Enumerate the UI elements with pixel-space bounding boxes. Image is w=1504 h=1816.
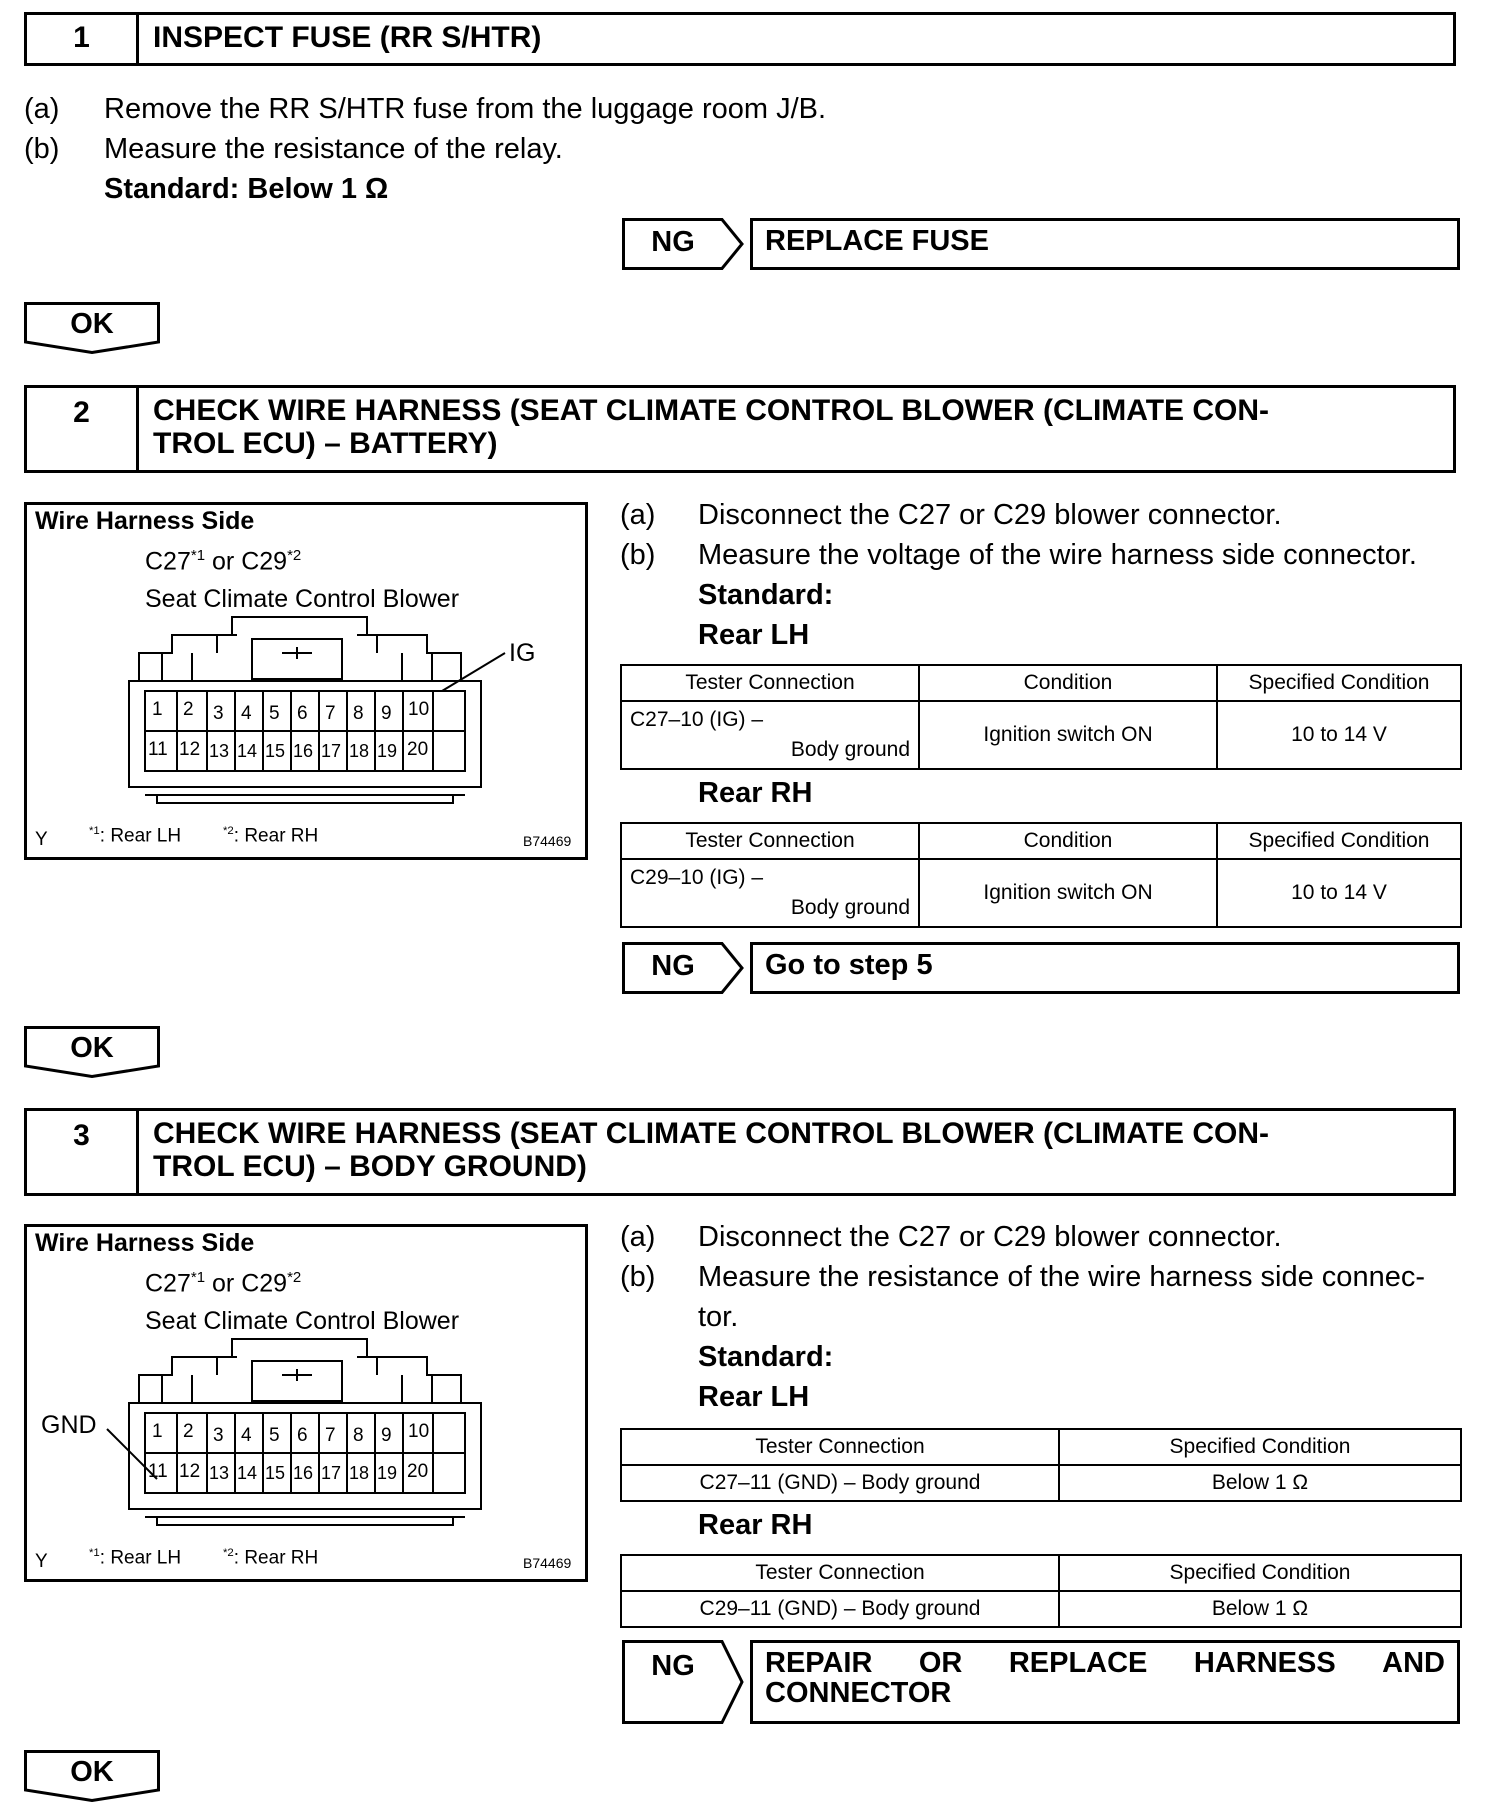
step-title-line: CHECK WIRE HARNESS (SEAT CLIMATE CONTROL BLOWER (CLIMATE CON- [153, 1117, 1270, 1150]
connector-or: or [205, 547, 242, 576]
standard-label: Standard: [698, 579, 834, 611]
table-cell [621, 701, 919, 769]
cell-line: C29–10 (IG) – [630, 866, 764, 889]
table-caption: Rear LH [698, 619, 810, 651]
instruction-text: tor. [698, 1301, 739, 1333]
step-1-header [24, 12, 1456, 66]
pin-number: 1 [152, 699, 163, 720]
pin-number: 9 [381, 1425, 392, 1446]
pin-number: 17 [321, 741, 342, 761]
step-title [153, 394, 1443, 460]
instruction-text: Remove the RR S/HTR fuse from the luggage room J/B. [104, 93, 827, 125]
table-row [621, 1591, 1461, 1627]
pin-number: 18 [349, 1463, 370, 1483]
ng-label: NG [651, 950, 695, 982]
pin-number: 18 [349, 741, 370, 761]
pin-number: 3 [213, 1425, 224, 1446]
pin-number: 11 [148, 1461, 168, 1482]
table-header: Condition [919, 823, 1217, 859]
figure-id: B74469 [523, 1555, 572, 1571]
standard-label: Standard: [698, 1341, 834, 1373]
table-row [621, 701, 1461, 769]
ng-action-word: HARNESS [1193, 1647, 1336, 1679]
pin-number: 8 [353, 1425, 364, 1446]
figure-footer-y: Y [35, 1551, 48, 1572]
ng-label: NG [651, 1650, 695, 1682]
step-title-line: TROL ECU) – BATTERY) [153, 427, 498, 460]
table-header: Tester Connection [621, 1555, 1059, 1591]
pin-number: 10 [408, 1421, 430, 1442]
instruction-label: (a) [620, 1221, 656, 1253]
step-title [153, 1117, 1443, 1183]
instruction-text: Disconnect the C27 or C29 blower connector. [698, 499, 1282, 531]
pin-number: 14 [237, 741, 258, 761]
pin-number: 16 [293, 1463, 314, 1483]
pin-number: 12 [179, 739, 201, 760]
table-caption: Rear RH [698, 1509, 813, 1541]
table-cell: Ignition switch ON [919, 859, 1217, 927]
footnote-text: : Rear LH [99, 825, 182, 847]
connector-drawing [27, 505, 585, 857]
pin-number: 6 [297, 1425, 308, 1446]
ng-action-word: REPLACE [1008, 1647, 1148, 1679]
cell-line: C27–10 (IG) – [630, 708, 764, 731]
pin-number: 2 [183, 1421, 194, 1442]
pin-callout-label: GND [41, 1411, 97, 1439]
pin-number: 20 [407, 739, 429, 760]
pin-number: 10 [408, 699, 430, 720]
pin-number: 13 [209, 741, 230, 761]
cell-line: Body ground [790, 738, 910, 761]
ng-action-word: OR [918, 1647, 963, 1679]
connector-c27: C27 [145, 547, 191, 576]
ng-action-box: REPLACE FUSE [750, 218, 1460, 270]
pin-number: 4 [241, 703, 252, 724]
table-header: Condition [919, 665, 1217, 701]
pin-number: 20 [407, 1461, 429, 1482]
spec-table [620, 822, 1462, 928]
footnote-mark: *1 [190, 1269, 206, 1286]
connector-c29: C29 [241, 547, 288, 576]
footnote-mark: *2 [223, 825, 234, 837]
table-header: Specified Condition [1217, 823, 1461, 859]
footnote-mark: *1 [89, 825, 100, 837]
connector-c27: C27 [145, 1269, 191, 1298]
instruction-label: (b) [620, 539, 656, 571]
pin-number: 14 [237, 1463, 258, 1483]
pin-number: 5 [269, 703, 280, 724]
connector-figure [24, 502, 588, 860]
pin-number: 12 [179, 1461, 201, 1482]
connector-or: or [205, 1269, 242, 1298]
table-cell: C29–11 (GND) – Body ground [621, 1591, 1059, 1627]
pin-number: 5 [269, 1425, 280, 1446]
pin-number: 6 [297, 703, 308, 724]
instruction-text: Disconnect the C27 or C29 blower connector. [698, 1221, 1282, 1253]
ng-action-box: Go to step 5 [750, 942, 1460, 994]
component-label: Seat Climate Control Blower [145, 1307, 460, 1335]
table-caption: Rear RH [698, 777, 813, 809]
spec-table [620, 1554, 1462, 1628]
table-cell [621, 859, 919, 927]
ng-label: NG [651, 226, 695, 258]
figure-title: Wire Harness Side [35, 1229, 255, 1257]
table-cell: 10 to 14 V [1217, 701, 1461, 769]
pin-number: 17 [321, 1463, 342, 1483]
footnote-mark: *1 [89, 1547, 100, 1559]
ok-label: OK [70, 1032, 114, 1064]
connector-drawing [27, 1227, 585, 1579]
step-number: 2 [27, 388, 139, 470]
table-cell: Below 1 Ω [1059, 1465, 1461, 1501]
pin-number: 3 [213, 703, 224, 724]
table-header: Tester Connection [621, 665, 919, 701]
standard-text: Standard: Below 1 Ω [104, 173, 389, 205]
table-cell: 10 to 14 V [1217, 859, 1461, 927]
pin-number: 15 [265, 741, 286, 761]
footnote [223, 825, 318, 847]
table-header: Tester Connection [621, 823, 919, 859]
table-header: Specified Condition [1217, 665, 1461, 701]
pin-callout-label: IG [509, 639, 536, 667]
figure-id: B74469 [523, 833, 572, 849]
pin-number: 16 [293, 741, 314, 761]
pin-number: 9 [381, 703, 392, 724]
pin-number: 1 [152, 1421, 163, 1442]
footnote [89, 1547, 181, 1569]
spec-table [620, 664, 1462, 770]
ng-action-box [750, 1640, 1460, 1724]
table-row [621, 1465, 1461, 1501]
step-3-header [24, 1108, 1456, 1196]
component-label: Seat Climate Control Blower [145, 585, 460, 613]
step-title-line: CHECK WIRE HARNESS (SEAT CLIMATE CONTROL BLOWER (CLIMATE CON- [153, 394, 1270, 427]
figure-footer-y: Y [35, 829, 48, 850]
instruction-text: Measure the resistance of the relay. [104, 133, 563, 165]
pin-number: 2 [183, 699, 194, 720]
footnote [223, 1547, 318, 1569]
pin-number: 7 [325, 1425, 336, 1446]
table-cell: Below 1 Ω [1059, 1591, 1461, 1627]
pin-number: 19 [377, 741, 398, 761]
connector-figure [24, 1224, 588, 1582]
instruction-text: Measure the voltage of the wire harness side connector. [698, 539, 1417, 571]
step-number: 3 [27, 1111, 139, 1193]
footnote-mark: *1 [190, 547, 206, 564]
pin-number: 4 [241, 1425, 252, 1446]
ng-action-word: AND [1382, 1647, 1445, 1679]
instruction-label: (a) [24, 93, 60, 125]
table-header: Tester Connection [621, 1429, 1059, 1465]
step-title: INSPECT FUSE (RR S/HTR) [153, 21, 542, 54]
table-cell: C27–11 (GND) – Body ground [621, 1465, 1059, 1501]
table-caption: Rear LH [698, 1381, 810, 1413]
step-number: 1 [27, 15, 139, 63]
footnote-text: : Rear RH [233, 1547, 319, 1569]
ng-action-word: REPAIR [765, 1647, 873, 1679]
spec-table [620, 1428, 1462, 1502]
pin-number: 8 [353, 703, 364, 724]
pin-number: 11 [148, 739, 168, 760]
step-2-header [24, 385, 1456, 473]
footnote-mark: *2 [287, 1269, 302, 1286]
footnote-mark: *2 [287, 547, 302, 564]
table-header: Specified Condition [1059, 1555, 1461, 1591]
pin-number: 15 [265, 1463, 286, 1483]
footnote-text: : Rear RH [233, 825, 319, 847]
instruction-label: (a) [620, 499, 656, 531]
ng-action-line [765, 1648, 1445, 1678]
instruction-text: Measure the resistance of the wire harness side connec- [698, 1261, 1425, 1293]
footnote-text: : Rear LH [99, 1547, 182, 1569]
table-cell: Ignition switch ON [919, 701, 1217, 769]
footnote [89, 825, 181, 847]
pin-number: 7 [325, 703, 336, 724]
instruction-label: (b) [620, 1261, 656, 1293]
figure-title: Wire Harness Side [35, 507, 255, 535]
ng-action-line: CONNECTOR [765, 1677, 952, 1709]
step-title-line: TROL ECU) – BODY GROUND) [153, 1150, 587, 1183]
pin-number: 13 [209, 1463, 230, 1483]
connector-c29: C29 [241, 1269, 288, 1298]
pin-number: 19 [377, 1463, 398, 1483]
footnote-mark: *2 [223, 1547, 234, 1559]
table-header: Specified Condition [1059, 1429, 1461, 1465]
ok-label: OK [70, 1756, 114, 1788]
ok-label: OK [70, 308, 114, 340]
cell-line: Body ground [790, 896, 910, 919]
instruction-label: (b) [24, 133, 60, 165]
table-row [621, 859, 1461, 927]
